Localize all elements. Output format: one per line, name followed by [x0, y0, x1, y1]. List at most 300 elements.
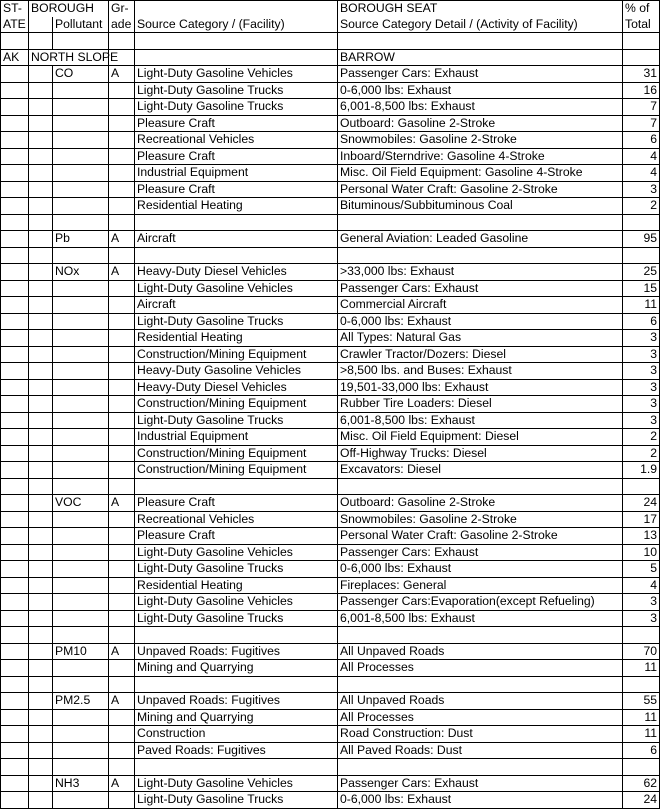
borough-cell	[29, 82, 53, 99]
borough-cell	[29, 495, 53, 512]
pollutant-cell	[53, 759, 109, 776]
percent-cell: 70	[623, 643, 660, 660]
pollutant-cell: NH3	[53, 775, 109, 792]
source-category-cell	[135, 214, 338, 231]
source-category-cell: Industrial Equipment	[135, 429, 338, 446]
percent-cell: 24	[623, 495, 660, 512]
borough-cell	[29, 577, 53, 594]
source-category-cell: Construction	[135, 726, 338, 743]
source-detail-cell: 0-6,000 lbs: Exhaust	[338, 792, 623, 809]
source-detail-cell: Commercial Aircraft	[338, 297, 623, 314]
pollutant-cell	[53, 396, 109, 413]
borough-cell	[29, 775, 53, 792]
grade-cell	[109, 363, 135, 380]
borough-cell	[29, 247, 53, 264]
grade-cell	[109, 511, 135, 528]
percent-cell: 31	[623, 66, 660, 83]
state-cell	[1, 643, 29, 660]
grade-cell	[109, 181, 135, 198]
source-detail-cell: All Types: Natural Gas	[338, 330, 623, 347]
header-source-category: Source Category / (Facility)	[135, 17, 338, 33]
header-source-detail: Source Category Detail / (Activity of Facility)	[338, 17, 623, 33]
table-row	[1, 363, 660, 380]
source-category-cell: Light-Duty Gasoline Vehicles	[135, 544, 338, 561]
state-cell	[1, 478, 29, 495]
grade-cell	[109, 594, 135, 611]
grade-cell: A	[109, 693, 135, 710]
pollutant-cell: Pb	[53, 231, 109, 248]
grade-cell	[109, 709, 135, 726]
percent-cell	[623, 627, 660, 644]
state-cell	[1, 396, 29, 413]
table-row	[1, 429, 660, 446]
percent-cell: 6	[623, 132, 660, 149]
table-row	[1, 330, 660, 347]
percent-cell: 10	[623, 544, 660, 561]
source-detail-cell	[338, 214, 623, 231]
table-row	[1, 610, 660, 627]
state-cell	[1, 544, 29, 561]
table-row	[1, 577, 660, 594]
grade-cell	[109, 132, 135, 149]
grade-cell	[109, 462, 135, 479]
grade-cell	[109, 610, 135, 627]
state-cell	[1, 759, 29, 776]
source-detail-cell	[338, 247, 623, 264]
source-detail-cell: All Paved Roads: Dust	[338, 742, 623, 759]
grade-cell	[109, 198, 135, 215]
source-detail-cell: Misc. Oil Field Equipment: Diesel	[338, 429, 623, 446]
table-row	[1, 478, 660, 495]
source-category-cell: Pleasure Craft	[135, 181, 338, 198]
pollutant-cell: CO	[53, 66, 109, 83]
source-detail-cell: Fireplaces: General	[338, 577, 623, 594]
source-detail-cell: 6,001-8,500 lbs: Exhaust	[338, 99, 623, 116]
source-category-cell: Residential Heating	[135, 577, 338, 594]
source-category-cell	[135, 759, 338, 776]
grade-cell: A	[109, 231, 135, 248]
state-cell	[1, 363, 29, 380]
percent-cell: 4	[623, 165, 660, 182]
grade-cell	[109, 759, 135, 776]
state-cell	[1, 627, 29, 644]
borough-cell	[29, 742, 53, 759]
grade-cell: A	[109, 775, 135, 792]
table-row	[1, 280, 660, 297]
grade-cell	[109, 148, 135, 165]
pollutant-cell: NOx	[53, 264, 109, 281]
state-cell	[1, 66, 29, 83]
borough-cell	[29, 297, 53, 314]
percent-cell: 4	[623, 148, 660, 165]
borough-cell	[29, 66, 53, 83]
table-row	[1, 132, 660, 149]
source-detail-cell: 0-6,000 lbs: Exhaust	[338, 313, 623, 330]
state-cell	[1, 561, 29, 578]
header-grade-top: Gr-	[109, 1, 135, 17]
percent-cell: 3	[623, 346, 660, 363]
source-category-cell: Residential Heating	[135, 330, 338, 347]
percent-cell: 11	[623, 709, 660, 726]
source-category-cell: Pleasure Craft	[135, 528, 338, 545]
source-detail-cell: Passenger Cars:Evaporation(except Refueling)	[338, 594, 623, 611]
source-detail-cell	[338, 627, 623, 644]
borough-cell	[29, 643, 53, 660]
source-detail-cell: 6,001-8,500 lbs: Exhaust	[338, 412, 623, 429]
header-grade-bottom: ade	[109, 17, 135, 33]
source-category-cell: Industrial Equipment	[135, 165, 338, 182]
pollutant-cell	[53, 181, 109, 198]
grade-cell	[109, 33, 135, 50]
grade-cell	[109, 627, 135, 644]
pollutant-cell	[53, 363, 109, 380]
state-cell	[1, 511, 29, 528]
table-row	[1, 643, 660, 660]
source-detail-cell: Personal Water Craft: Gasoline 2-Stroke	[338, 181, 623, 198]
table-row	[1, 726, 660, 743]
state-cell	[1, 660, 29, 677]
source-detail-cell	[338, 759, 623, 776]
source-detail-cell: Personal Water Craft: Gasoline 2-Stroke	[338, 528, 623, 545]
state-cell	[1, 297, 29, 314]
table-row	[1, 214, 660, 231]
pollutant-cell	[53, 709, 109, 726]
grade-cell	[109, 429, 135, 446]
state-cell	[1, 181, 29, 198]
pollutant-cell	[53, 742, 109, 759]
state-cell	[1, 577, 29, 594]
source-detail-cell: 6,001-8,500 lbs: Exhaust	[338, 610, 623, 627]
state-cell	[1, 610, 29, 627]
state-cell	[1, 346, 29, 363]
state-cell	[1, 742, 29, 759]
grade-cell	[109, 280, 135, 297]
table-row	[1, 660, 660, 677]
source-category-cell: Light-Duty Gasoline Vehicles	[135, 66, 338, 83]
source-detail-cell: All Processes	[338, 660, 623, 677]
header-borough: BOROUGH	[29, 1, 109, 17]
grade-cell	[109, 313, 135, 330]
state-cell	[1, 792, 29, 809]
source-category-cell: Recreational Vehicles	[135, 132, 338, 149]
borough-cell	[29, 165, 53, 182]
borough-cell	[29, 148, 53, 165]
grade-cell	[109, 214, 135, 231]
source-detail-cell: Passenger Cars: Exhaust	[338, 544, 623, 561]
borough-cell	[29, 561, 53, 578]
state-cell	[1, 313, 29, 330]
percent-cell: 11	[623, 297, 660, 314]
source-category-cell: Construction/Mining Equipment	[135, 462, 338, 479]
percent-cell: 4	[623, 577, 660, 594]
source-detail-cell: Misc. Oil Field Equipment: Gasoline 4-Stroke	[338, 165, 623, 182]
pollutant-cell	[53, 676, 109, 693]
table-row	[1, 709, 660, 726]
state-cell	[1, 462, 29, 479]
state-cell	[1, 709, 29, 726]
state-cell	[1, 99, 29, 116]
percent-cell	[623, 49, 660, 66]
grade-cell	[109, 247, 135, 264]
table-row	[1, 165, 660, 182]
pollutant-cell: PM10	[53, 643, 109, 660]
percent-cell: 1.9	[623, 462, 660, 479]
table-row	[1, 759, 660, 776]
percent-cell: 2	[623, 429, 660, 446]
percent-cell: 95	[623, 231, 660, 248]
borough-cell	[29, 33, 53, 50]
source-category-cell: Light-Duty Gasoline Vehicles	[135, 594, 338, 611]
state-cell	[1, 594, 29, 611]
source-detail-cell	[338, 33, 623, 50]
source-detail-cell: 0-6,000 lbs: Exhaust	[338, 561, 623, 578]
table-row	[1, 297, 660, 314]
borough-cell	[29, 544, 53, 561]
borough-cell	[29, 198, 53, 215]
source-detail-cell: BARROW	[338, 49, 623, 66]
grade-cell	[109, 577, 135, 594]
pollutant-cell	[53, 198, 109, 215]
source-detail-cell: Outboard: Gasoline 2-Stroke	[338, 115, 623, 132]
source-detail-cell: Road Construction: Dust	[338, 726, 623, 743]
source-category-cell: Construction/Mining Equipment	[135, 445, 338, 462]
percent-cell: 2	[623, 198, 660, 215]
state-cell	[1, 280, 29, 297]
state-cell	[1, 247, 29, 264]
table-row	[1, 396, 660, 413]
percent-cell	[623, 759, 660, 776]
pollutant-cell	[53, 726, 109, 743]
borough-cell	[29, 330, 53, 347]
percent-cell	[623, 33, 660, 50]
borough-cell	[29, 181, 53, 198]
borough-cell	[29, 709, 53, 726]
grade-cell	[109, 330, 135, 347]
state-cell	[1, 82, 29, 99]
percent-cell: 24	[623, 792, 660, 809]
grade-cell	[109, 115, 135, 132]
grade-cell	[109, 396, 135, 413]
pollutant-cell	[53, 561, 109, 578]
source-category-cell: Light-Duty Gasoline Trucks	[135, 313, 338, 330]
borough-cell	[29, 214, 53, 231]
table-row	[1, 561, 660, 578]
pollutant-cell	[53, 594, 109, 611]
source-category-cell: Light-Duty Gasoline Trucks	[135, 561, 338, 578]
percent-cell: 16	[623, 82, 660, 99]
borough-cell	[29, 115, 53, 132]
grade-cell	[109, 445, 135, 462]
table-row	[1, 462, 660, 479]
source-category-cell: Paved Roads: Fugitives	[135, 742, 338, 759]
percent-cell	[623, 478, 660, 495]
source-category-cell: Heavy-Duty Diesel Vehicles	[135, 379, 338, 396]
percent-cell: 3	[623, 396, 660, 413]
table-row	[1, 792, 660, 809]
table-row	[1, 693, 660, 710]
pollutant-cell	[53, 330, 109, 347]
table-row	[1, 445, 660, 462]
state-cell	[1, 445, 29, 462]
pollutant-cell	[53, 627, 109, 644]
table-row	[1, 676, 660, 693]
header-percent-top: % of	[623, 1, 660, 17]
borough-cell	[29, 693, 53, 710]
pollutant-cell	[53, 132, 109, 149]
pollutant-cell	[53, 412, 109, 429]
table-row	[1, 115, 660, 132]
source-detail-cell: General Aviation: Leaded Gasoline	[338, 231, 623, 248]
table-row	[1, 66, 660, 83]
source-category-cell: Heavy-Duty Gasoline Vehicles	[135, 363, 338, 380]
borough-cell	[29, 363, 53, 380]
source-category-cell: Light-Duty Gasoline Trucks	[135, 82, 338, 99]
grade-cell: A	[109, 66, 135, 83]
pollutant-cell	[53, 33, 109, 50]
header-pollutant: Pollutant	[53, 17, 109, 33]
header-row-bottom	[1, 17, 660, 33]
state-cell	[1, 165, 29, 182]
source-detail-cell: 0-6,000 lbs: Exhaust	[338, 82, 623, 99]
grade-cell	[109, 165, 135, 182]
borough-cell	[29, 462, 53, 479]
pollutant-cell	[53, 214, 109, 231]
state-cell	[1, 115, 29, 132]
table-row	[1, 99, 660, 116]
source-category-cell: Pleasure Craft	[135, 148, 338, 165]
state-cell	[1, 379, 29, 396]
source-detail-cell: Passenger Cars: Exhaust	[338, 66, 623, 83]
source-category-cell: Unpaved Roads: Fugitives	[135, 643, 338, 660]
table-row	[1, 528, 660, 545]
borough-cell	[29, 610, 53, 627]
grade-cell: A	[109, 264, 135, 281]
pollutant-cell	[53, 445, 109, 462]
source-category-cell	[135, 676, 338, 693]
source-category-cell: Light-Duty Gasoline Trucks	[135, 412, 338, 429]
source-detail-cell: Rubber Tire Loaders: Diesel	[338, 396, 623, 413]
percent-cell: 5	[623, 561, 660, 578]
borough-cell	[29, 313, 53, 330]
state-cell	[1, 429, 29, 446]
header-percent-bottom: Total	[623, 17, 660, 33]
grade-cell	[109, 346, 135, 363]
borough-cell	[29, 792, 53, 809]
percent-cell: 6	[623, 742, 660, 759]
borough-cell	[29, 132, 53, 149]
source-category-cell: Pleasure Craft	[135, 115, 338, 132]
grade-cell	[109, 379, 135, 396]
source-detail-cell: >33,000 lbs: Exhaust	[338, 264, 623, 281]
grade-cell	[109, 726, 135, 743]
pollutant-cell	[53, 610, 109, 627]
borough-cell	[29, 594, 53, 611]
grade-cell	[109, 676, 135, 693]
state-cell	[1, 528, 29, 545]
percent-cell: 11	[623, 660, 660, 677]
source-detail-cell: Passenger Cars: Exhaust	[338, 280, 623, 297]
grade-cell	[109, 297, 135, 314]
pollutant-cell	[53, 165, 109, 182]
source-category-cell: Light-Duty Gasoline Trucks	[135, 99, 338, 116]
pollutant-cell	[53, 511, 109, 528]
borough-cell	[29, 511, 53, 528]
source-category-cell: Light-Duty Gasoline Vehicles	[135, 775, 338, 792]
table-row	[1, 181, 660, 198]
table-row	[1, 594, 660, 611]
header-blank	[135, 1, 338, 17]
state-cell	[1, 495, 29, 512]
pollutant-cell: VOC	[53, 495, 109, 512]
percent-cell: 3	[623, 363, 660, 380]
state-cell	[1, 148, 29, 165]
state-cell	[1, 132, 29, 149]
pollutant-cell	[53, 660, 109, 677]
table-row	[1, 264, 660, 281]
source-category-cell: Construction/Mining Equipment	[135, 346, 338, 363]
source-detail-cell: Outboard: Gasoline 2-Stroke	[338, 495, 623, 512]
header-empty	[29, 17, 53, 33]
table-row	[1, 412, 660, 429]
header-state-bottom: ATE	[1, 17, 29, 33]
percent-cell	[623, 247, 660, 264]
grade-cell	[109, 792, 135, 809]
borough-cell	[29, 478, 53, 495]
table-row	[1, 627, 660, 644]
grade-cell	[109, 528, 135, 545]
source-detail-cell: Snowmobiles: Gasoline 2-Stroke	[338, 511, 623, 528]
table-row	[1, 742, 660, 759]
source-detail-cell: Excavators: Diesel	[338, 462, 623, 479]
grade-cell	[109, 478, 135, 495]
state-cell	[1, 693, 29, 710]
borough-cell	[29, 429, 53, 446]
table-row	[1, 148, 660, 165]
table-row	[1, 247, 660, 264]
pollutant-cell	[53, 379, 109, 396]
borough-cell	[29, 660, 53, 677]
borough-cell	[29, 346, 53, 363]
header-row-top	[1, 1, 660, 17]
source-category-cell	[135, 33, 338, 50]
borough-cell	[29, 759, 53, 776]
source-detail-cell: >8,500 lbs. and Buses: Exhaust	[338, 363, 623, 380]
state-cell	[1, 33, 29, 50]
source-detail-cell: Crawler Tractor/Dozers: Diesel	[338, 346, 623, 363]
pollutant-cell	[53, 462, 109, 479]
state-cell	[1, 412, 29, 429]
source-detail-cell: All Unpaved Roads	[338, 693, 623, 710]
grade-cell	[109, 742, 135, 759]
source-category-cell: Unpaved Roads: Fugitives	[135, 693, 338, 710]
percent-cell	[623, 676, 660, 693]
borough-cell	[29, 379, 53, 396]
pollutant-cell	[53, 544, 109, 561]
source-category-cell	[135, 49, 338, 66]
source-detail-cell: Bituminous/Subbituminous Coal	[338, 198, 623, 215]
borough-cell	[29, 231, 53, 248]
source-detail-cell: Snowmobiles: Gasoline 2-Stroke	[338, 132, 623, 149]
pollutant-cell	[53, 792, 109, 809]
borough-cell	[29, 396, 53, 413]
source-category-cell	[135, 478, 338, 495]
percent-cell: 62	[623, 775, 660, 792]
source-detail-cell: All Unpaved Roads	[338, 643, 623, 660]
pollutant-cell	[53, 280, 109, 297]
percent-cell: 3	[623, 379, 660, 396]
pollutant-cell	[53, 478, 109, 495]
grade-cell	[109, 561, 135, 578]
